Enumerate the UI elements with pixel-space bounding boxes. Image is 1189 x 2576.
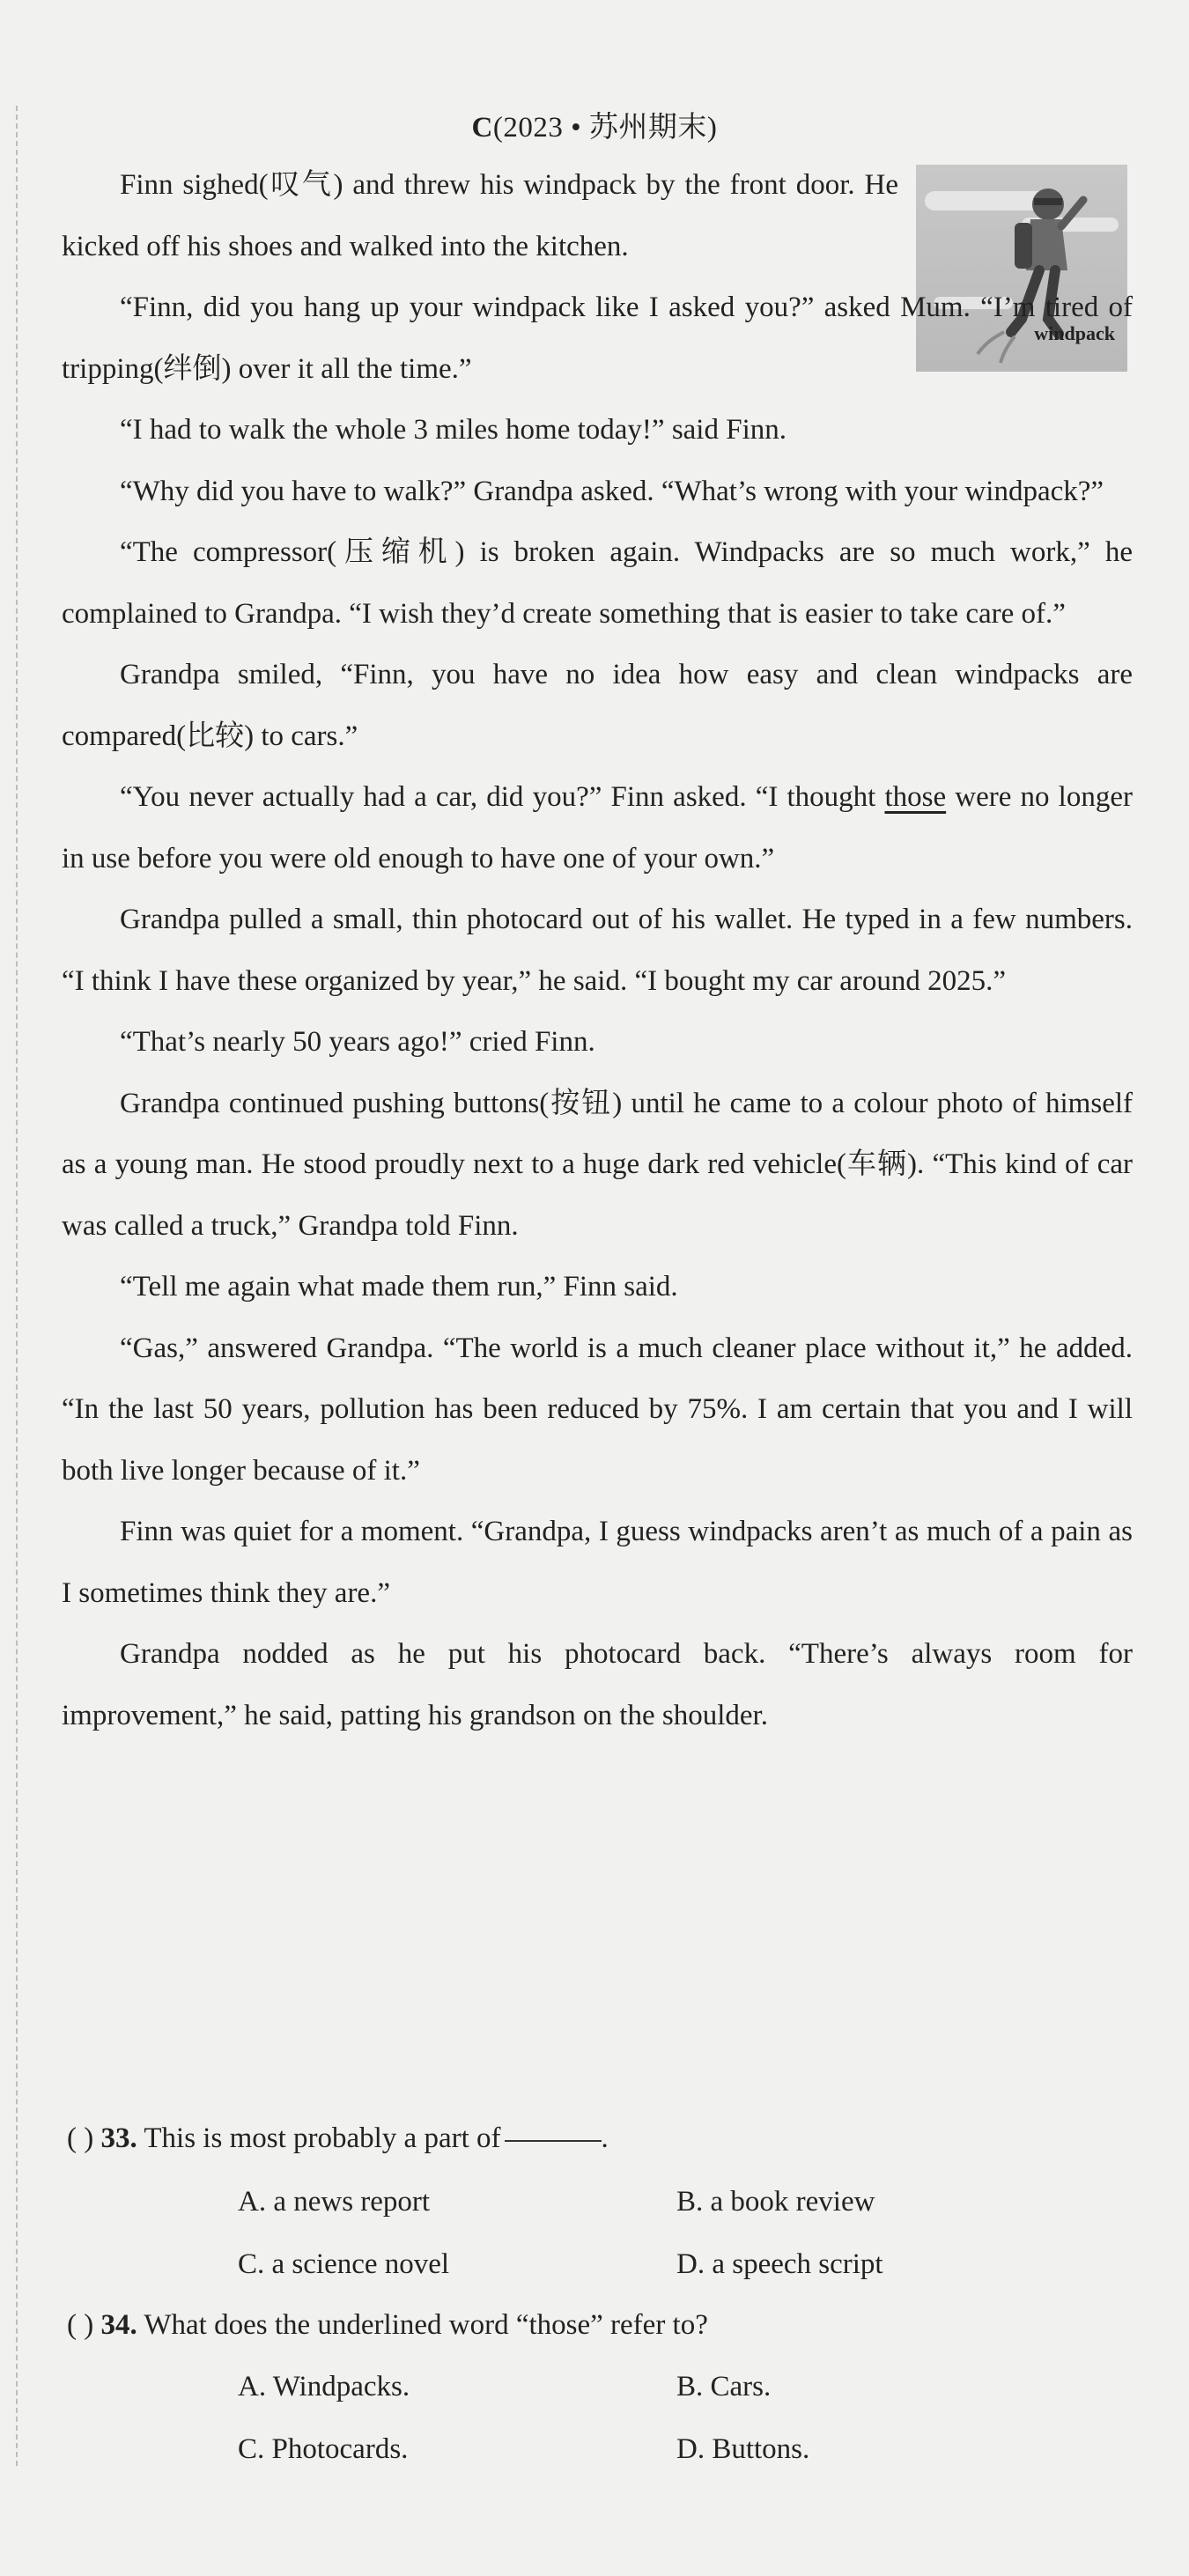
option-c[interactable]: C. a science novel (238, 2248, 450, 2280)
option-b[interactable]: B. Cars. (676, 2371, 772, 2403)
paragraph: Grandpa pulled a small, thin photocard out of his wallet. He typed in a few numbers. “I think I have these organized by year,” he said. “I bought my car around 2025.” (62, 904, 1133, 997)
paragraph: “I had to walk the whole 3 miles home today!” said Finn. (120, 414, 787, 446)
paragraph: Finn was quiet for a moment. “Grandpa, I guess windpacks aren’t as much of a pain as I sometimes think they are.” (62, 1516, 1133, 1609)
paragraph: “Tell me again what made them run,” Finn said. (120, 1271, 678, 1303)
question-number: 33. (100, 2122, 137, 2154)
question-text: This is most probably a part of (144, 2122, 501, 2154)
passage (62, 155, 1133, 1746)
figure-caption: windpack (1034, 322, 1115, 344)
paragraph: “The compressor(压缩机) is broken again. Windpacks are so much work,” he complained to Grandpa. “I wish they’d create something that is easier to take care of.” (62, 536, 1133, 630)
option-d[interactable]: D. Buttons. (676, 2433, 810, 2465)
paragraph: Grandpa continued pushing buttons(按钮) until he came to a colour photo of himself as a young man. He stood proudly next to a huge dark red vehicle(车辆). “This kind of car was called a truck,” Grandpa told Finn. (62, 1087, 1133, 1242)
option-a[interactable]: A. a news report (238, 2186, 431, 2218)
paragraph: Finn sighed(叹气) and threw his windpack by the front door. He kicked off his shoes and walked into the kitchen. (62, 169, 898, 262)
question-34 (67, 2309, 708, 2342)
question-33 (67, 2122, 609, 2155)
paragraph: Grandpa nodded as he put his photocard back. “There’s always room for improvement,” he said, patting his grandson on the shoulder. (62, 1638, 1133, 1731)
answer-paren[interactable]: ( ) (67, 2122, 94, 2154)
margin-dotted-line (16, 106, 18, 2466)
question-number: 34. (100, 2309, 137, 2341)
underlined-word: those (884, 781, 947, 813)
option-a[interactable]: A. Windpacks. (238, 2371, 410, 2403)
text-after-underline: were no longer in use before you were old enough to have one of your own.” (62, 781, 1133, 875)
paragraph: “Finn, did you hang up your windpack like I asked you?” asked Mum. “I’m tired of tripping(绊倒) over it all the time.” (62, 292, 1133, 385)
paragraph: “Why did you have to walk?” Grandpa asked. “What’s wrong with your windpack?” (120, 475, 1104, 507)
paragraph-with-underline (62, 767, 1133, 889)
section-title (0, 104, 1189, 145)
option-c[interactable]: C. Photocards. (238, 2433, 409, 2465)
option-d[interactable]: D. a speech script (676, 2248, 883, 2280)
paragraph: “Gas,” answered Grandpa. “The world is a much cleaner place without it,” he added. “In the last 50 years, pollution has been reduced by 75%. I am certain that you and I will both live longer because of it.” (62, 1332, 1133, 1487)
section-source: (2023 • 苏州期末) (492, 112, 718, 144)
paragraph: “That’s nearly 50 years ago!” cried Finn. (120, 1026, 595, 1058)
question-text: What does the underlined word “those” refer to? (144, 2309, 708, 2341)
option-b[interactable]: B. a book review (676, 2186, 875, 2218)
answer-paren[interactable]: ( ) (67, 2309, 94, 2341)
paragraph: Grandpa smiled, “Finn, you have no idea how easy and clean windpacks are compared(比较) to cars.” (62, 659, 1133, 752)
text-before-underline: “You never actually had a car, did you?” Finn asked. “I thought (120, 781, 885, 813)
answer-blank[interactable] (505, 2140, 602, 2142)
question-end: . (601, 2122, 609, 2154)
section-letter: C (471, 112, 493, 144)
